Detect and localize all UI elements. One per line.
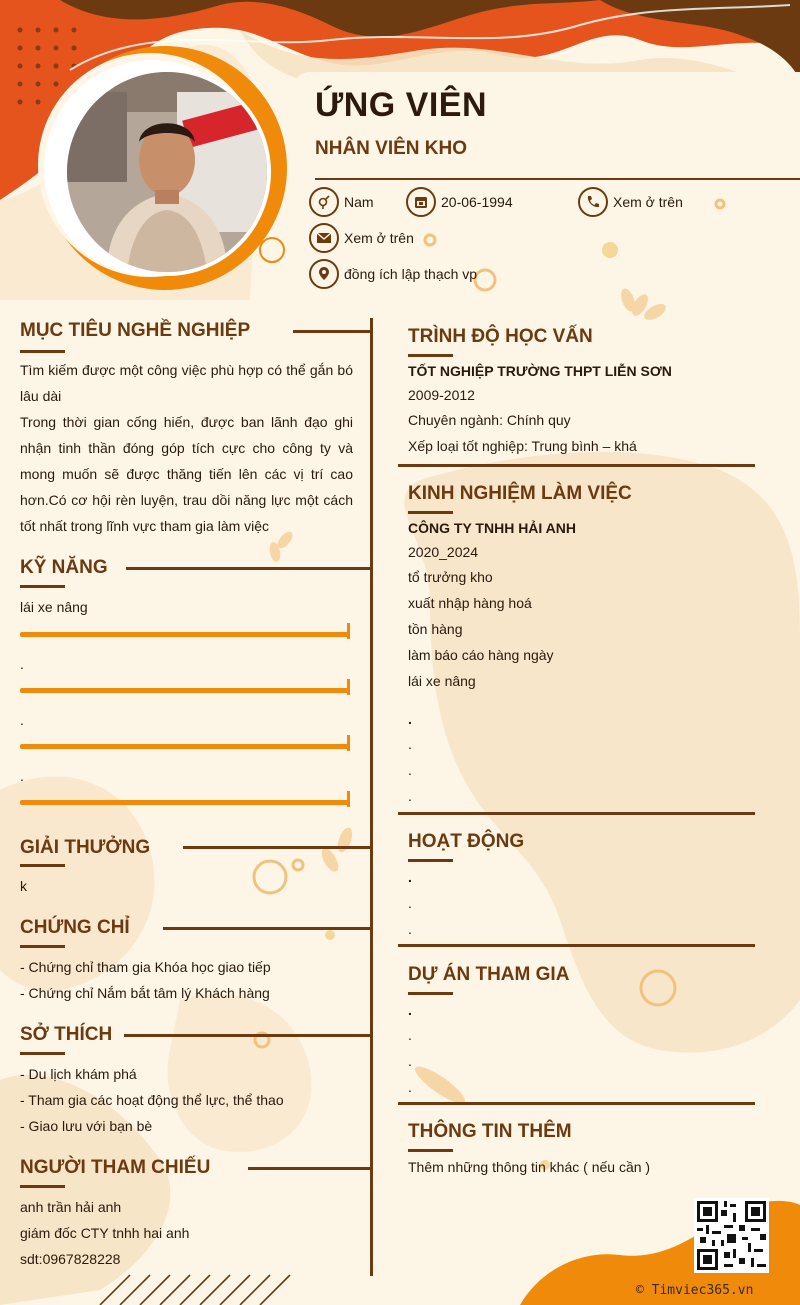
skill-label: . — [20, 712, 24, 728]
education-major: Chuyên ngành: Chính quy — [408, 412, 571, 428]
skills-underline — [20, 585, 65, 588]
certificate-item: - Chứng chỉ tham gia Khóa học giao tiếp — [20, 959, 271, 975]
experience-item: tồn hàng — [408, 621, 463, 637]
experience-extra: . — [408, 788, 412, 804]
skill-bar — [20, 800, 350, 805]
hobby-item: - Du lịch khám phá — [20, 1066, 137, 1082]
activity-item: . — [408, 921, 412, 937]
objective-underline — [20, 350, 65, 353]
certificate-item: - Chứng chỉ Nắm bắt tâm lý Khách hàng — [20, 985, 270, 1001]
skill-bar-end — [347, 791, 350, 807]
certificates-underline — [20, 945, 65, 948]
project-item: . — [408, 1053, 412, 1069]
experience-item: xuất nhập hàng hoá — [408, 595, 532, 611]
education-underline — [408, 354, 453, 357]
candidate-name: ỨNG VIÊN — [315, 86, 488, 124]
skill-bar — [20, 744, 350, 749]
education-school: TỐT NGHIỆP TRƯỜNG THPT LIỄN SƠN — [408, 363, 672, 379]
skills-rule — [126, 567, 373, 570]
skill-bar-end — [347, 679, 350, 695]
education-rule — [398, 464, 755, 467]
experience-company: CÔNG TY TNHH HẢI ANH — [408, 520, 576, 536]
activities-rule — [398, 944, 755, 947]
skill-bar-end — [347, 623, 350, 639]
references-rule — [248, 1167, 373, 1170]
reference-item: anh trần hải anh — [20, 1199, 122, 1215]
experience-extra: . — [408, 736, 412, 752]
hobby-item: - Giao lưu với bạn bè — [20, 1118, 153, 1134]
email-text: Xem ở trên — [344, 230, 414, 246]
gender-icon — [309, 187, 339, 217]
avatar-photo — [67, 72, 267, 272]
phone-text: Xem ở trên — [613, 194, 683, 210]
skill-label: . — [20, 656, 24, 672]
skill-bar — [20, 688, 350, 693]
education-grade: Xếp loại tốt nghiệp: Trung bình – khá — [408, 438, 637, 454]
projects-title: DỰ ÁN THAM GIA — [408, 964, 570, 985]
experience-item: tổ trưởng kho — [408, 569, 493, 585]
awards-rule — [183, 846, 373, 849]
more-info-underline — [408, 1149, 453, 1152]
experience-extra: . — [408, 711, 412, 727]
footer-brand: © Timviec365.vn — [636, 1283, 754, 1298]
experience-underline — [408, 511, 453, 514]
project-item: . — [408, 1002, 412, 1018]
activities-underline — [408, 859, 453, 862]
reference-item: giám đốc CTY tnhh hai anh — [20, 1225, 190, 1241]
project-item: . — [408, 1079, 412, 1095]
hobbies-rule — [124, 1034, 373, 1037]
job-title: NHÂN VIÊN KHO — [315, 138, 468, 159]
objective-rule — [293, 330, 373, 333]
certificates-rule — [163, 927, 373, 930]
phone-icon — [578, 187, 608, 217]
awards-text: k — [20, 878, 27, 894]
objective-text-2: Trong thời gian cống hiến, được ban lãnh đạo ghi nhận tinh thần đóng góp tích cực cho công ty và mong muốn sẽ được thăng tiến lên các vị trí cao hơn.Có cơ hội rèn luyện, trau dồi năng lực một cách tốt nhất trong lĩnh vực tham gia làm việc — [20, 414, 353, 534]
map-pin-icon — [309, 259, 339, 289]
hobby-item: - Tham gia các hoạt động thể lực, thể thao — [20, 1092, 284, 1108]
experience-period: 2020_2024 — [408, 544, 479, 560]
awards-underline — [20, 864, 65, 867]
qr-code — [694, 1198, 769, 1273]
experience-item: làm báo cáo hàng ngày — [408, 647, 554, 663]
skill-bar — [20, 632, 350, 637]
experience-title: KINH NGHIỆM LÀM VIỆC — [408, 483, 632, 504]
education-title: TRÌNH ĐỘ HỌC VẤN — [408, 326, 593, 347]
education-period: 2009-2012 — [408, 387, 475, 403]
activity-item: . — [408, 895, 412, 911]
experience-rule — [398, 812, 755, 815]
certificates-title: CHỨNG CHỈ — [20, 917, 130, 938]
address-text: đồng ích lập thạch vp — [344, 266, 478, 282]
skills-title: KỸ NĂNG — [20, 557, 108, 578]
hobbies-underline — [20, 1052, 65, 1055]
skill-label: lái xe nâng — [20, 599, 88, 615]
hobbies-title: SỞ THÍCH — [20, 1024, 113, 1045]
calendar-icon — [406, 187, 436, 217]
objective-title: MỤC TIÊU NGHỀ NGHIỆP — [20, 320, 251, 341]
column-divider — [370, 318, 373, 1276]
objective-text-1: Tìm kiếm được một công việc phù hợp có thể gắn bó lâu dài — [20, 362, 353, 404]
experience-item: lái xe nâng — [408, 673, 476, 689]
more-info-title: THÔNG TIN THÊM — [408, 1121, 572, 1142]
skill-bar-end — [347, 735, 350, 751]
references-underline — [20, 1185, 65, 1188]
more-info-text: Thêm những thông tin khác ( nếu cần ) — [408, 1159, 651, 1175]
references-title: NGƯỜI THAM CHIẾU — [20, 1157, 211, 1178]
awards-title: GIẢI THƯỞNG — [20, 837, 151, 858]
activities-title: HOẠT ĐỘNG — [408, 831, 525, 852]
reference-item: sdt:0967828228 — [20, 1251, 121, 1267]
avatar — [63, 68, 271, 276]
skill-label: . — [20, 768, 24, 784]
projects-underline — [408, 992, 453, 995]
birthdate-text: 20-06-1994 — [441, 194, 513, 210]
projects-rule — [398, 1102, 755, 1105]
header-rule — [315, 178, 800, 180]
envelope-icon — [309, 223, 339, 253]
gender-text: Nam — [344, 194, 374, 210]
project-item: . — [408, 1027, 412, 1043]
experience-extra: . — [408, 762, 412, 778]
activity-item: . — [408, 869, 412, 885]
